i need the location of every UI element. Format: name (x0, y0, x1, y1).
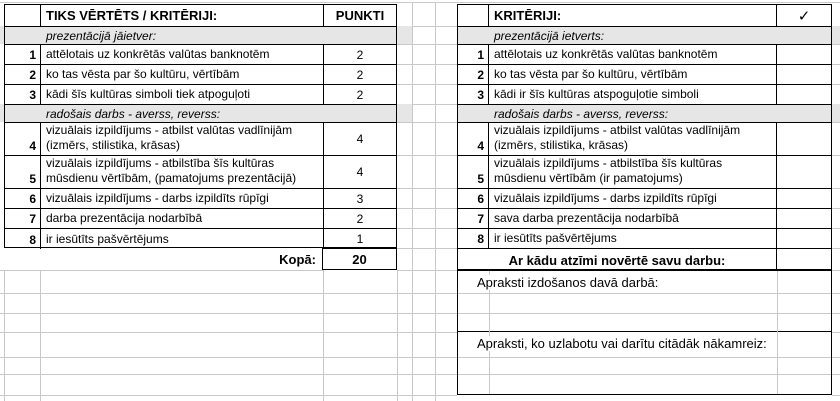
right-table-title: KRITĒRIJI: (489, 5, 777, 26)
right-section-row-1 (458, 27, 831, 45)
row-number: 6 (5, 189, 41, 208)
check-cell[interactable] (777, 189, 831, 208)
table-row (458, 189, 831, 209)
right-criteria-table (457, 4, 832, 270)
left-table-header-row (5, 5, 396, 27)
criterion-text: sava darba prezentācija nodarbībā (489, 209, 777, 228)
grade-cell[interactable] (777, 249, 831, 271)
header-num-cell (5, 5, 41, 26)
left-table-title: TIKS VĒRTĒTS / KRITĒRIJI: (41, 5, 324, 26)
right-section-label-2: radošais darbs - averss, reverss: (458, 105, 831, 122)
table-row (5, 123, 396, 156)
check-cell[interactable] (777, 229, 831, 248)
points-value: 3 (356, 191, 364, 206)
points-value: 2 (356, 47, 364, 62)
table-row (458, 209, 831, 229)
table-row (5, 156, 396, 189)
criterion-text: vizuālais izpildījums - atbilst valūtas vadlīnijām (izmērs, stilistika, krāsas) (489, 123, 777, 155)
grade-label: Ar kādu atzīmi novērtē savu darbu: (458, 249, 777, 271)
left-section-label-2: radošais darbs - averss, reverss: (5, 105, 396, 122)
section-fill-extension (832, 26, 840, 44)
table-row (458, 85, 831, 105)
gridline (458, 357, 831, 358)
row-number: 2 (458, 65, 489, 84)
row-number: 3 (5, 85, 41, 104)
table-row (5, 45, 396, 65)
checkmark-icon: ✓ (797, 7, 811, 25)
table-row (5, 209, 396, 229)
row-number: 7 (5, 209, 41, 228)
row-number: 4 (458, 123, 489, 155)
comment-area-improve[interactable] (458, 332, 831, 394)
comment-question-2: Apraksti, ko uzlabotu vai darītu citādāk nākamreiz: (477, 336, 770, 351)
criterion-text: ko tas vēsta par šo kultūru, vērtībām (489, 65, 777, 84)
points-value: 4 (356, 132, 364, 146)
row-number: 5 (458, 156, 489, 188)
check-cell[interactable] (777, 156, 831, 188)
row-number: 8 (458, 229, 489, 248)
header-num-cell (458, 5, 489, 26)
comment-question-1: Apraksti izdošanos davā darbā: (477, 275, 661, 290)
table-row (458, 156, 831, 189)
criterion-text: kādi ir šīs kultūras atspoguļotie simboli (489, 85, 777, 104)
table-row (5, 229, 396, 249)
criterion-text: vizuālais izpildījums - atbilstība šīs kultūras mūsdienu vērtībām, (pamatojums prezentācijā) (41, 156, 324, 188)
section-fill-extension (832, 104, 840, 122)
right-table-header-row (458, 5, 831, 27)
gridline (458, 374, 831, 375)
criterion-text: attēlotais uz konkrētās valūtas banknotēm (489, 45, 777, 64)
left-section-label-1: prezentācijā jāietver: (5, 27, 396, 44)
grade-row (458, 249, 831, 271)
criterion-text: vizuālais izpildījums - darbs izpildīts rūpīgi (41, 189, 324, 208)
row-number: 5 (5, 156, 41, 188)
right-section-label-1: prezentācijā ietverts: (458, 27, 831, 44)
criterion-text: darba prezentācija nodarbībā (41, 209, 324, 228)
check-cell[interactable] (777, 85, 831, 104)
points-value: 4 (356, 165, 364, 179)
comment-area-success[interactable] (458, 271, 831, 332)
row-number: 1 (458, 45, 489, 64)
row-number: 1 (5, 45, 41, 64)
table-row (458, 123, 831, 156)
table-row (458, 229, 831, 249)
left-section-row-1 (5, 27, 396, 45)
table-row (5, 85, 396, 105)
row-number: 6 (458, 189, 489, 208)
criterion-text: kādi šīs kultūras simboli tiek atpoguļoti (41, 85, 324, 104)
criterion-text: ir iesūtīts pašvērtējums (41, 229, 324, 249)
check-cell[interactable] (777, 123, 831, 155)
left-section-row-2 (5, 105, 396, 123)
section-fill-extension (397, 104, 412, 122)
total-points-cell: 20 (322, 248, 397, 270)
row-number: 2 (5, 65, 41, 84)
table-row (5, 65, 396, 85)
check-cell[interactable] (777, 209, 831, 228)
table-row (458, 45, 831, 65)
total-label: Kopā: (279, 251, 316, 267)
gridline (458, 293, 831, 294)
table-row (5, 189, 396, 209)
points-value: 2 (356, 87, 364, 102)
check-cell[interactable] (777, 45, 831, 64)
section-fill-extension (397, 26, 412, 44)
comments-block (457, 270, 832, 395)
row-number: 3 (458, 85, 489, 104)
right-section-row-2 (458, 105, 831, 123)
points-value: 2 (356, 67, 364, 82)
gridline (458, 313, 831, 314)
criterion-text: ko tas vēsta par šo kultūru, vērtībām (41, 65, 324, 84)
row-number: 7 (458, 209, 489, 228)
criterion-text: ir iesūtīts pašvērtējums (489, 229, 777, 248)
gridline (777, 271, 778, 394)
criterion-text: attēlotais uz konkrētās valūtas banknotēm (41, 45, 324, 64)
points-column-header: PUNKTI (335, 8, 385, 23)
criterion-text: vizuālais izpildījums - darbs izpildīts rūpīgi (489, 189, 777, 208)
points-value: 1 (356, 232, 364, 246)
points-value: 2 (356, 211, 364, 226)
row-number: 4 (5, 123, 41, 155)
row-number: 8 (5, 229, 41, 249)
criterion-text: vizuālais izpildījums - atbilst valūtas vadlīnijām (izmērs, stilistika, krāsas) (41, 123, 324, 155)
table-row (458, 65, 831, 85)
criterion-text: vizuālais izpildījums - atbilstība šīs kultūras mūsdienu vērtībām (ir pamatojums) (489, 156, 777, 188)
left-criteria-table (4, 4, 397, 248)
check-cell[interactable] (777, 65, 831, 84)
